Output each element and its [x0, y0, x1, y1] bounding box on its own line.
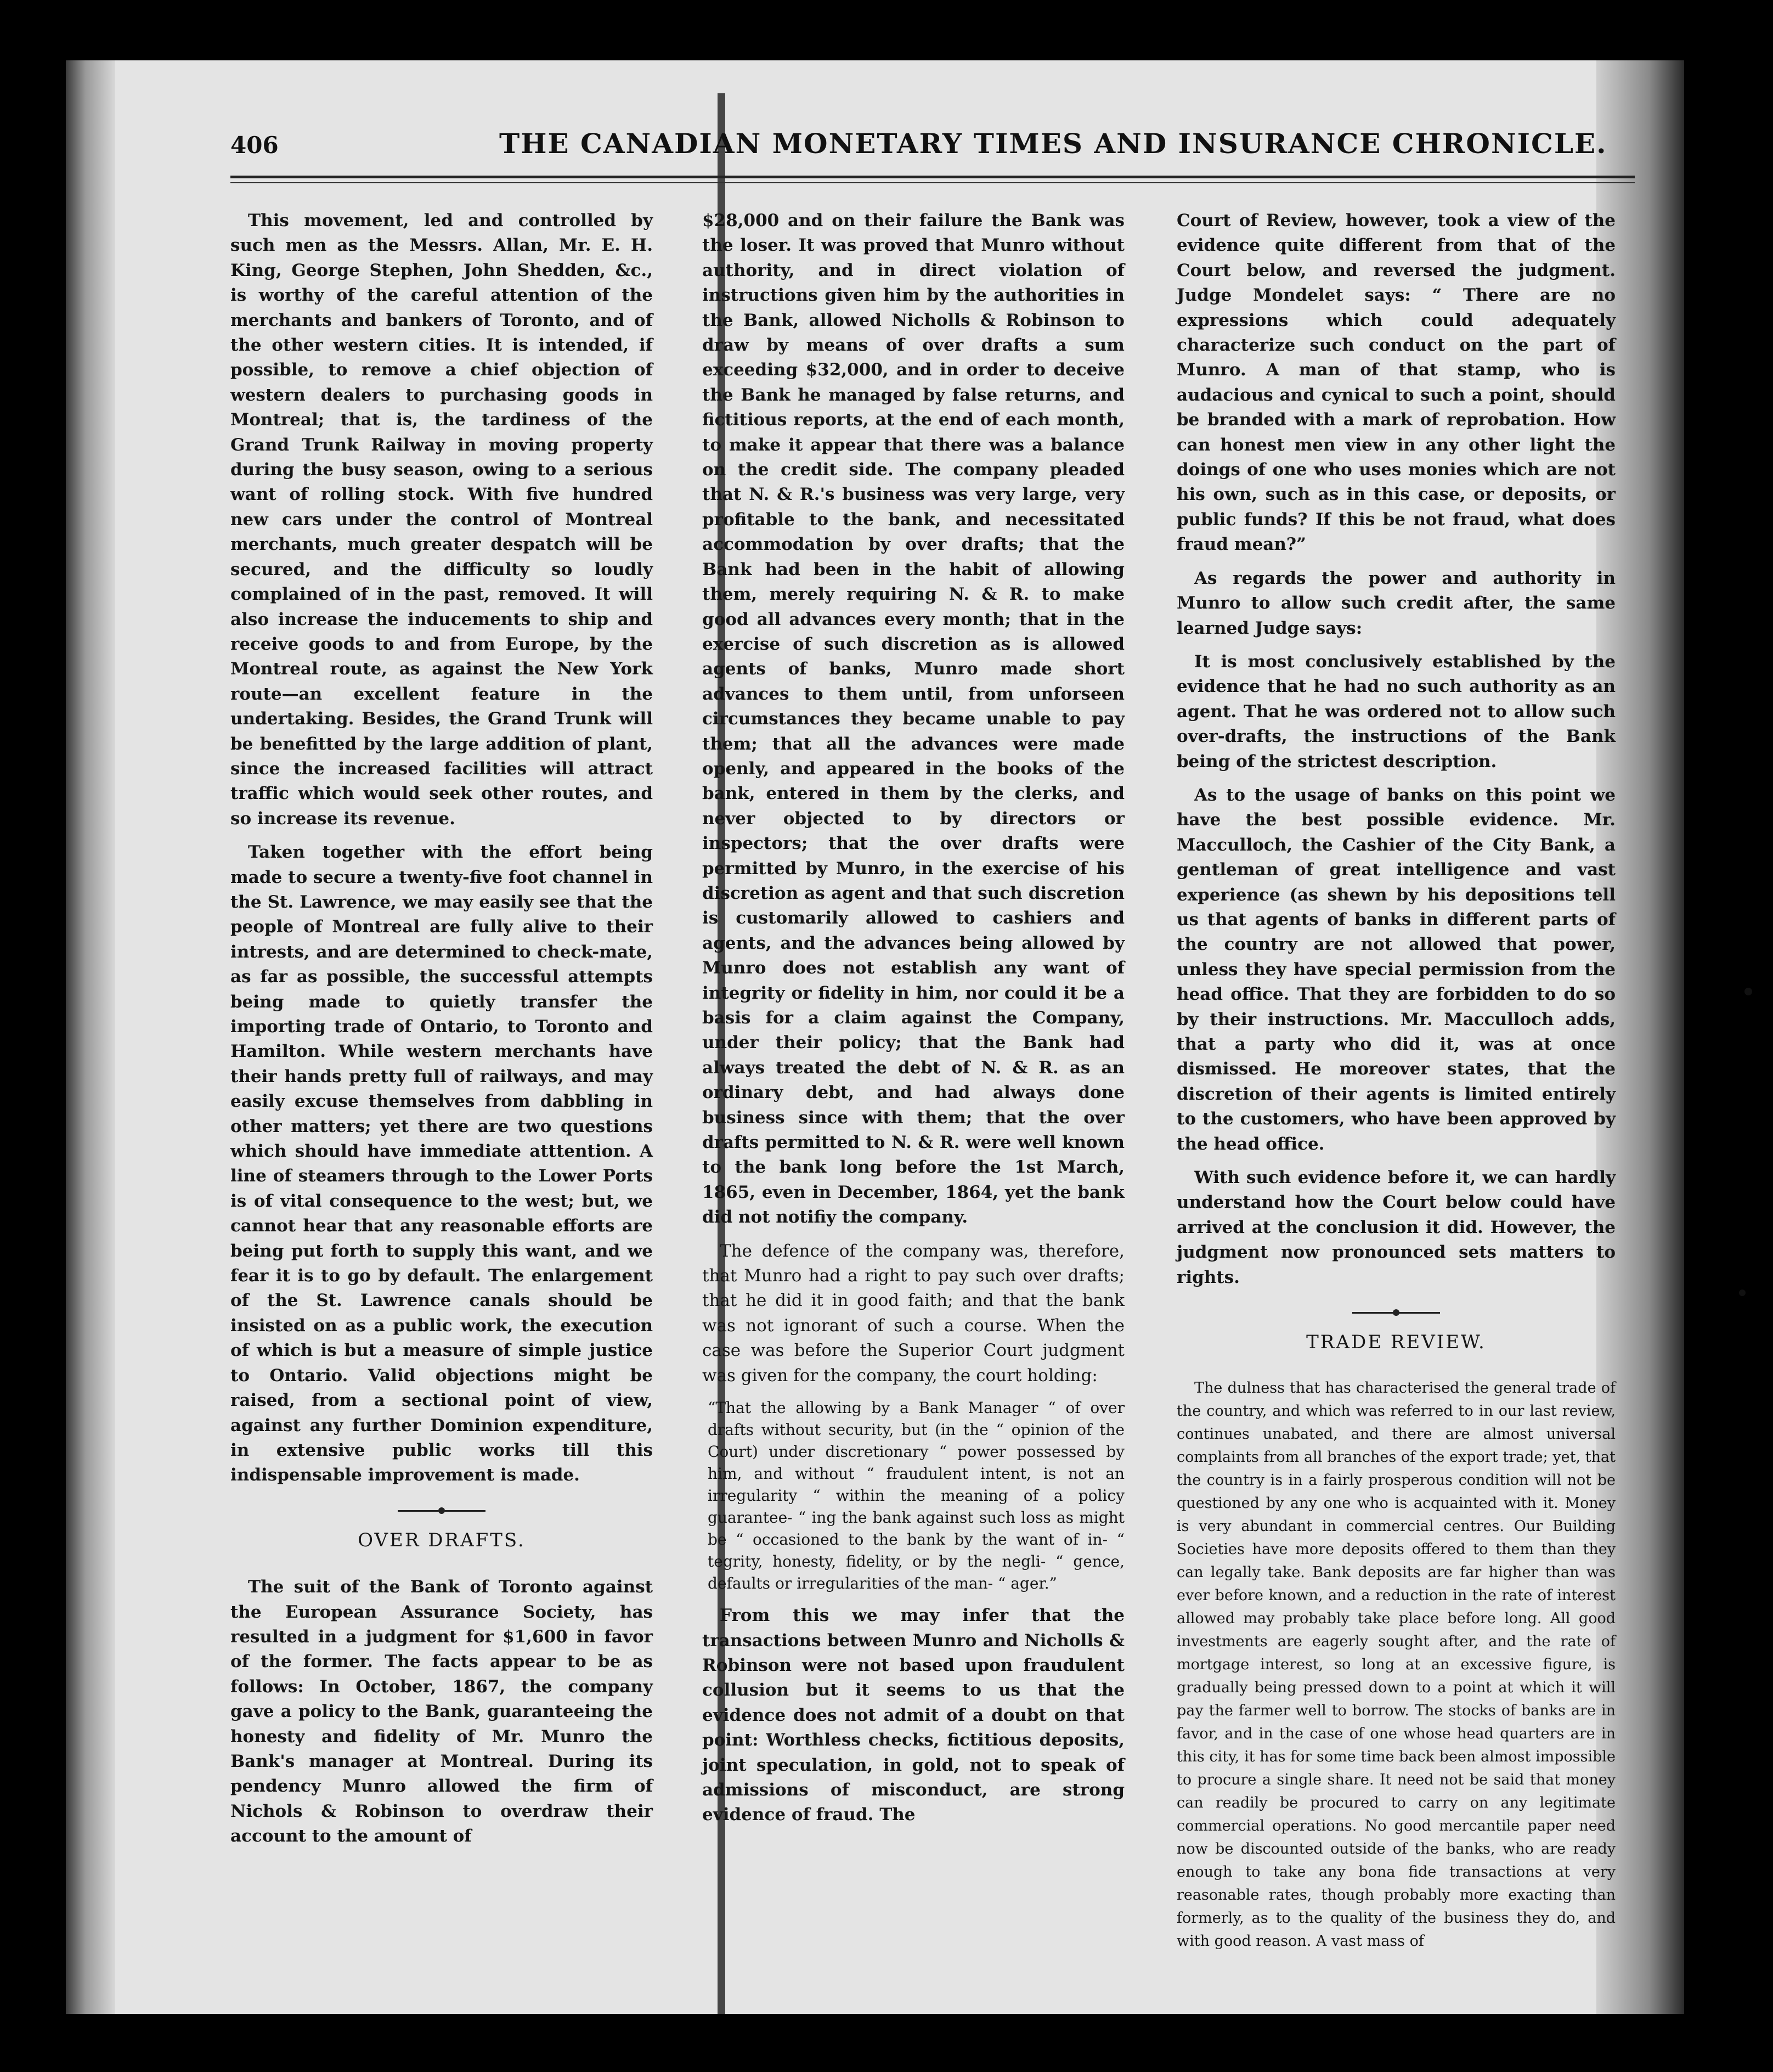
section-divider [1352, 1312, 1440, 1314]
column3-paragraph-3: It is most conclusively established by the evidence that he had no such authority as an agent. That he was ordered not to allow such over-drafts, the instructions of the Bank being of the strictest description. [1177, 651, 1616, 772]
column2-paragraph-3: From this we may infer that the transactions between Munro and Nicholls & Robinson were not based upon fraudulent collusion but it seems to us that the evidence does not admit of a doubt on that point: Worthless checks, fictitious deposits, joint speculation, in gold, not to speak of admissions of misconduct, are strong evidence of fraud. The [702, 1606, 1125, 1825]
column3-paragraph-4: As to the usage of banks on this point we have the best possible evidence. Mr. Macculloch, the Cashier of the City Bank, a gentleman of great intelligence and vast experience (as shewn by his depositions tell us that agents of banks in different parts of the country are not allowed that power, unless they have special permission from the head office. That they are forbidden to do so by their instructions. Mr. Macculloch adds, that a party who did it, was at once dismissed. He moreover states, that the discretion of their agents is limited entirely to the customers, who have been approved by the head office. [1177, 785, 1616, 1154]
column3-paragraph-2: As regards the power and authority in Munro to allow such credit after, the same learned Judge says: [1177, 568, 1616, 638]
column3-paragraph-1: Court of Review, however, took a view of the evidence quite different from that of the Court below, and reversed the judgment. Judge Mondelet says: “ There are no expressions which could adequately characterize such conduct on the part of Munro. A man of that stamp, who is audacious and cynical to such a point, should be branded with a mark of reprobation. How can honest men view in any other light the doings of one who uses monies which are not his own, such as in this case, or deposits, or public funds? If this be not fraud, what does fraud mean?” [1177, 211, 1616, 555]
court-quote: “That the allowing by a Bank Manager “ of over drafts without security, but (in the “ opinion of the Court) under discretionary “ power possessed by him, and without “ fraudulent intent, is not an irregularity “ within the meaning of a policy guarantee- “ ing the bank against such loss as might be “ occasioned to the bank by the want of in- “ tegrity, honesty, fidelity, or by the negli- “ gence, defaults or irregularities of the man- “ ager.” [708, 1399, 1125, 1593]
section-heading-trade-review: TRADE REVIEW. [1306, 1331, 1486, 1354]
section-divider [398, 1510, 485, 1512]
column3-paragraph-6: The dulness that has characterised the general trade of the country, and which was referred to in our last review, continues unabated, and there are almost universal complaints from all branches of the export trade; yet, that the country is in a fairly prosperous condition will not be questioned by any one who is acquainted with it. Money is very abundant in commercial centres. Our Building Societies have more deposits offered to them than they can legally take. Bank deposits are far higher than was ever before known, and a reduction in the rate of interest allowed may probably take place before long. All good investments are eagerly sought after, and the rate of mortgage interest, so long at an excessive figure, is gradually being pressed down to a point at which it will pay the farmer well to borrow. The stocks of banks are in favor, and in the case of one whose head quarters are in this city, it has for some time back been almost impossible to procure a single share. It need not be said that money can readily be procured to carry on any legitimate commercial operations. No good mercantile paper need now be discounted outside of the banks, who are ready enough to take any bona fide transactions at very reasonable rates, though probably more exacting than formerly, as to the quality of the business they do, and with good reason. A vast mass of [1177, 1380, 1616, 1950]
running-title: THE CANADIAN MONETARY TIMES AND INSURANCE CHRONICLE. [499, 127, 1607, 160]
header-rule-thick [230, 176, 1635, 178]
column2-paragraph-1: $28,000 and on their failure the Bank was the loser. It was proved that Munro without authority, and in direct violation of instructions given him by the authorities in the Bank, allowed Nicholls & Robinson to draw by means of over drafts a sum exceeding $32,000, and in order to deceive the Bank he managed by false returns, and fictitious reports, at the end of each month, to make it appear that there was a balance on the credit side. The company pleaded that N. & R.'s business was very large, very profitable to the bank, and necessitated accommodation by over drafts; that the Bank had been in the habit of allowing them, merely requiring N. & R. to make good all advances every month; that in the exercise of such discretion as is allowed agents of banks, Munro made short advances to them until, from unforseen circumstances they became unable to pay them; that all the advances were made openly, and appeared in the books of the bank, entered in them by the clerks, and never objected to by directors or inspectors; that the over drafts were permitted by Munro, in the exercise of his discretion as agent and that such discretion is customarily allowed to cashiers and agents, and the advances being allowed by Munro does not establish any want of integrity or fidelity in him, nor could it be a basis for a claim against the Company, under their policy; that the Bank had always treated the debt of N. & R. as an ordinary debt, and had always done business since with them; that the over drafts permitted to N. & R. were well known to the bank long before the 1st March, 1865, even in December, 1864, yet the bank did not notifiy the company. [702, 211, 1125, 1228]
page-header [230, 99, 1635, 176]
film-mark [1739, 1290, 1746, 1296]
column1-paragraph-2: Taken together with the effort being made to secure a twenty-five foot channel in the St. Lawrence, we may easily see that the people of Montreal are fully alive to their intrests, and are determined to check-mate, as far as possible, the successful attempts being made to quietly transfer the importing trade of Ontario, to Toronto and Hamilton. While western merchants have their hands pretty full of railways, and may easily excuse themselves from dabbling in other matters; yet there are two questions which should have immediate atttention. A line of steamers through to the Lower Ports is of vital consequence to the west; but, we cannot hear that any reasonable efforts are being put forth to supply this want, and we fear it is to go by default. The enlargement of the St. Lawrence canals should be insisted on as a public work, the execution of which is but a measure of simple justice to Ontario. Valid objections might be raised, from a sectional point of view, against any further Dominion expenditure, in extensive public works till this indispensable improvement is made. [230, 842, 653, 1485]
column1-paragraph-3: The suit of the Bank of Toronto against the European Assurance Society, has resulted in a judgment for $1,600 in favor of the former. The facts appear to be as follows: In October, 1867, the company gave a policy to the Bank, guaranteeing the honesty and fidelity of Mr. Munro the Bank's manager at Montreal. During its pendency Munro allowed the firm of Nichols & Robinson to overdraw their account to the amount of [230, 1577, 653, 1846]
column-1 [230, 209, 653, 1858]
page-number: 406 [230, 132, 279, 159]
column1-paragraph-1: This movement, led and controlled by such men as the Messrs. Allan, Mr. E. H. King, George Stephen, John Shedden, &c., is worthy of the careful attention of the merchants and bankers of Toronto, and of the other western cities. It is intended, if possible, to remove a chief objection of western dealers to purchasing goods in Montreal; that is, the tardiness of the Grand Trunk Railway in moving property during the busy season, owing to a serious want of rolling stock. With five hundred new cars under the control of Montreal merchants, much greater despatch will be secured, and the difficulty so loudly complained of in the past, removed. It will also increase the inducements to ship and receive goods to and from Europe, by the Montreal route, as against the New York route—an excellent feature in the undertaking. Besides, the Grand Trunk will be benefitted by the large addition of plant, since the increased facilities will attract traffic which would seek other routes, and so increase its revenue. [230, 211, 653, 829]
page-content [230, 99, 1635, 2008]
scanned-page [66, 60, 1684, 2014]
film-mark [1744, 988, 1752, 995]
page-curl-shadow [66, 60, 115, 2014]
column-3 [1177, 209, 1616, 1962]
column2-paragraph-2: The defence of the company was, therefore, that Munro had a right to pay such over drafts; that he did it in good faith; and that the bank was not ignorant of such a course. When the case was before the Superior Court judgment was given for the company, the court holding: [702, 1241, 1125, 1386]
column3-paragraph-5: With such evidence before it, we can hardly understand how the Court below could have arrived at the conclusion it did. However, the judgment now pronounced sets matters to rights. [1177, 1168, 1616, 1287]
header-rule-thin [230, 182, 1635, 183]
section-heading-over-drafts: OVER DRAFTS. [358, 1529, 526, 1551]
column-2 [702, 209, 1125, 1837]
